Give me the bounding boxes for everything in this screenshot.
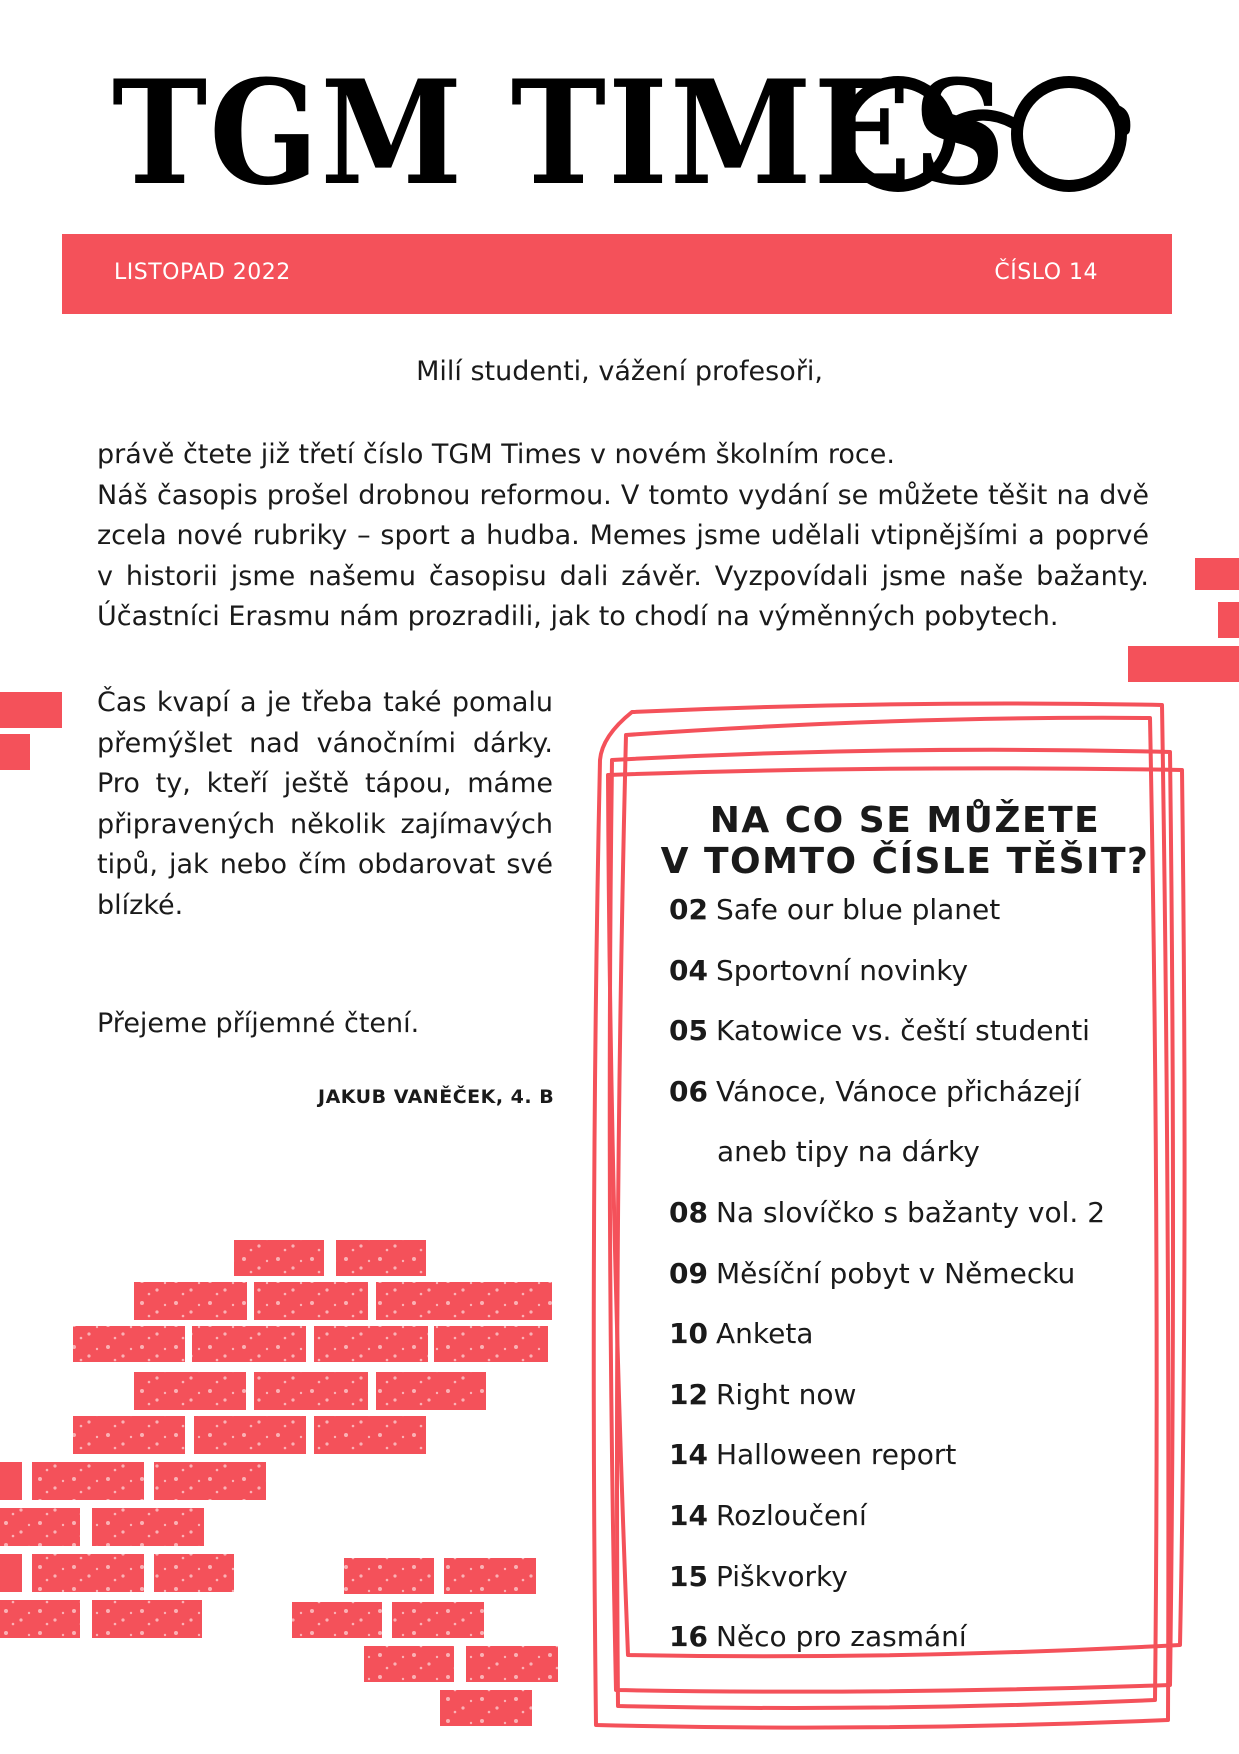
- toc-item-title: Na slovíčko s bažanty vol. 2: [715, 1195, 1106, 1229]
- toc-item-title: Něco pro zasmání: [715, 1620, 967, 1654]
- toc-item-title: Měsíční pobyt v Německu: [715, 1256, 1076, 1290]
- toc-heading: [620, 800, 1190, 882]
- masthead-title: TGM TIMES: [112, 49, 1008, 218]
- toc-page-number: 06: [669, 1074, 708, 1108]
- toc-page-number: 04: [669, 953, 708, 987]
- toc-item: [669, 1435, 1105, 1496]
- toc-item: [669, 1314, 1105, 1375]
- toc-item-title: Safe our blue planet: [715, 893, 1001, 926]
- toc-item: [669, 1496, 1105, 1557]
- toc-item: [669, 1557, 1105, 1618]
- toc-page-number: 02: [669, 893, 708, 926]
- toc-item: [669, 951, 1105, 1012]
- letter-paragraph: Náš časopis prošel drobnou reformou. V tomto vydání se můžete těšit na dvě zcela nové rubriky – sport a hudba. Memes jsme udělali vtipnějšími a poprvé v historii jsme našemu časopisu dali závěr. Vyzpovídali jsme naše bažanty. Účastníci Erasmu nám prozradili, jak to chodí na výměnných pobytech.: [97, 479, 1149, 632]
- toc-item: [669, 1072, 1105, 1133]
- toc-item-title: Halloween report: [715, 1438, 957, 1472]
- toc-item-title: Rozloučení: [715, 1498, 867, 1532]
- toc-page-number: 09: [669, 1256, 708, 1290]
- toc-page-number: 12: [669, 1377, 708, 1411]
- letter-author: JAKUB VANĚČEK, 4. B: [318, 1086, 555, 1108]
- toc-item-title: Vánoce, Vánoce přicházejí: [715, 1074, 1081, 1108]
- toc-heading-line: NA CO SE MŮŽETE: [709, 800, 1101, 841]
- toc-page-number: 14: [669, 1498, 708, 1532]
- toc-item: [669, 1254, 1105, 1315]
- toc-page-number: 15: [669, 1559, 708, 1593]
- letter-greeting: Milí studenti, vážení profesoři,: [416, 356, 823, 387]
- letter-wish: Přejeme příjemné čtení.: [97, 1008, 420, 1039]
- toc-item: [669, 1132, 1105, 1193]
- toc-item: [669, 1375, 1105, 1436]
- toc-item: [669, 1193, 1105, 1254]
- toc-page-number: 08: [669, 1195, 708, 1229]
- toc-page-number: 10: [669, 1317, 708, 1351]
- toc-item-title: Sportovní novinky: [715, 953, 969, 987]
- table-of-contents: [669, 890, 1105, 1678]
- toc-page-number: 16: [669, 1620, 708, 1654]
- toc-item-title: Katowice vs. čeští studenti: [715, 1014, 1090, 1048]
- issue-date: LISTOPAD 2022: [114, 260, 291, 285]
- toc-item-title: Anketa: [715, 1317, 814, 1351]
- toc-item: [669, 890, 1105, 951]
- letter-paragraph: právě čtete již třetí číslo TGM Times v novém školním roce.: [97, 439, 895, 470]
- toc-page-number: 05: [669, 1014, 708, 1048]
- toc-item-title: aneb tipy na dárky: [717, 1135, 980, 1169]
- toc-heading-line: V TOMTO ČÍSLE TĚŠIT?: [660, 841, 1150, 882]
- toc-item-title: Right now: [715, 1377, 857, 1411]
- toc-page-number: 14: [669, 1438, 708, 1472]
- toc-item-title: Piškvorky: [715, 1559, 848, 1593]
- toc-item: [669, 1011, 1105, 1072]
- issue-number: ČÍSLO 14: [994, 260, 1098, 285]
- letter-paragraph: Čas kvapí a je třeba také pomalu přemýšlet nad vánočními dárky. Pro ty, kteří ještě tápou, máme připravených několik zajímavých tipů, jak nebo čím obdarovat své blízké.: [97, 687, 553, 921]
- toc-item: [669, 1617, 1105, 1678]
